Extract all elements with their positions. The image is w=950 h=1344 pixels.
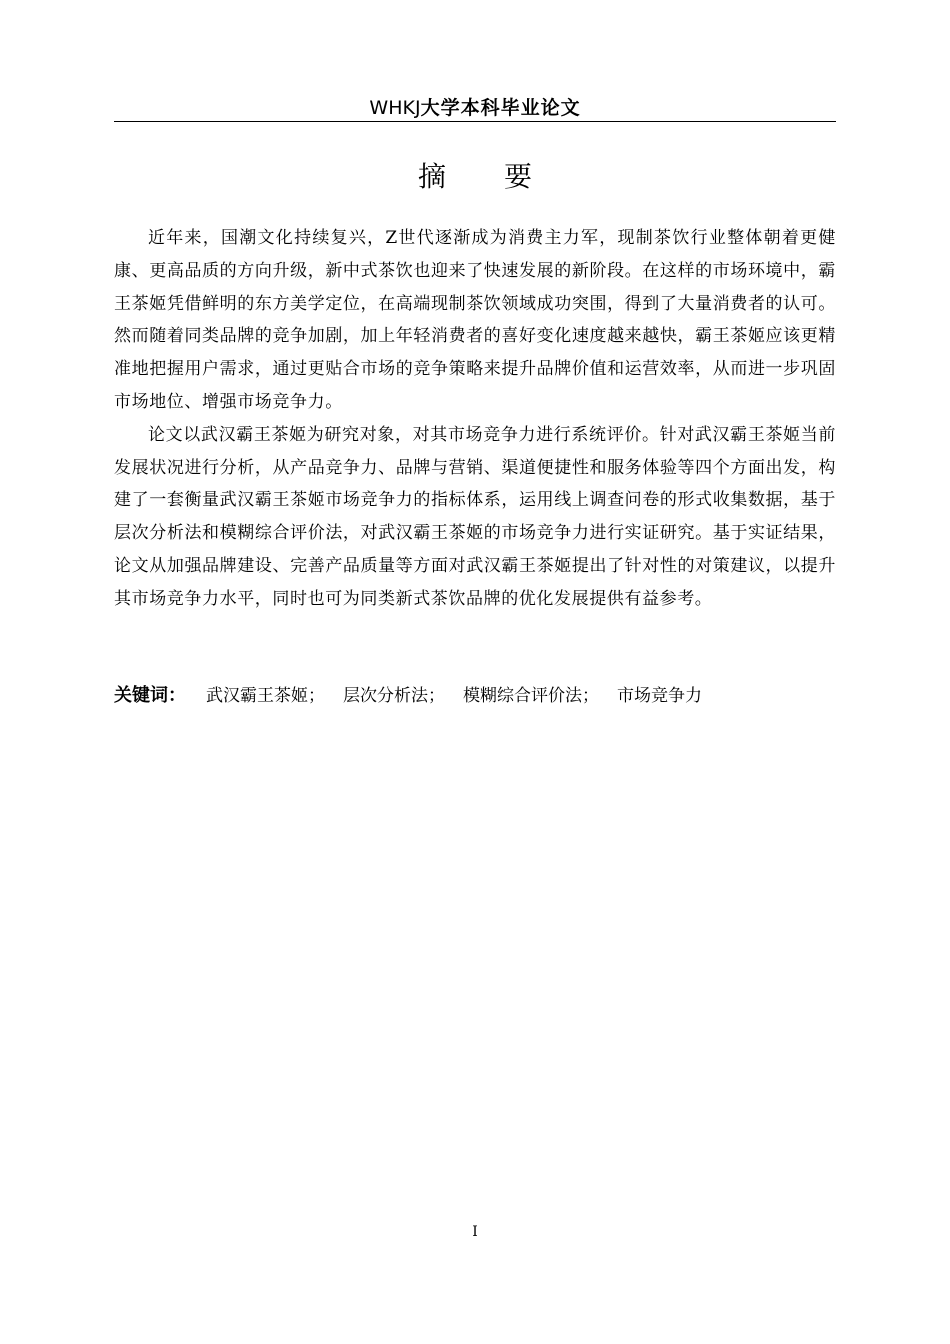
header-rule: [114, 121, 836, 122]
title-char-2: 要: [504, 160, 533, 193]
keyword-item: 模糊综合评价法；: [463, 686, 599, 706]
page-number: I: [472, 1224, 478, 1240]
abstract-paragraph-2: 论文以武汉霸王茶姬为研究对象，对其市场竞争力进行系统评价。针对武汉霸王茶姬当前发展状况进行分析，从产品竞争力、品牌与营销、渠道便捷性和服务体验等四个方面出发，构建了一套衡量武汉霸王茶姬市场竞争力的指标体系，运用线上调查问卷的形式收集数据，基于层次分析法和模糊综合评价法，对武汉霸王茶姬的市场竞争力进行实证研究。基于实证结果，论文从加强品牌建设、完善产品质量等方面对武汉霸王茶姬提出了针对性的对策建议，以提升其市场竞争力水平，同时也可为同类新式茶饮品牌的优化发展提供有益参考。: [114, 424, 836, 609]
keyword-item: 武汉霸王茶姬；: [206, 686, 325, 706]
running-header: [114, 94, 836, 122]
abstract-paragraph-1: 近年来，国潮文化持续复兴，Z世代逐渐成为消费主力军，现制茶饮行业整体朝着更健康、更高品质的方向升级，新中式茶饮也迎来了快速发展的新阶段。在这样的市场环境中，霸王茶姬凭借鲜明的东方美学定位，在高端现制茶饮领域成功突围，得到了大量消费者的认可。然而随着同类品牌的竞争加剧，加上年轻消费者的喜好变化速度越来越快，霸王茶姬应该更精准地把握用户需求，通过更贴合市场的竞争策略来提升品牌价值和运营效率，从而进一步巩固市场地位、增强市场竞争力。: [114, 228, 836, 412]
keyword-item: 市场竞争力: [617, 686, 702, 706]
header-prefix: WHKJ: [369, 97, 421, 119]
keyword-item: 层次分析法；: [343, 686, 445, 706]
abstract-body: [114, 222, 836, 616]
keywords-label: 关键词：: [114, 685, 186, 706]
title-char-1: 摘: [417, 160, 446, 193]
page-title: [114, 155, 836, 199]
keywords-line: [114, 680, 836, 712]
header-title: 大学本科毕业论文: [420, 97, 581, 119]
